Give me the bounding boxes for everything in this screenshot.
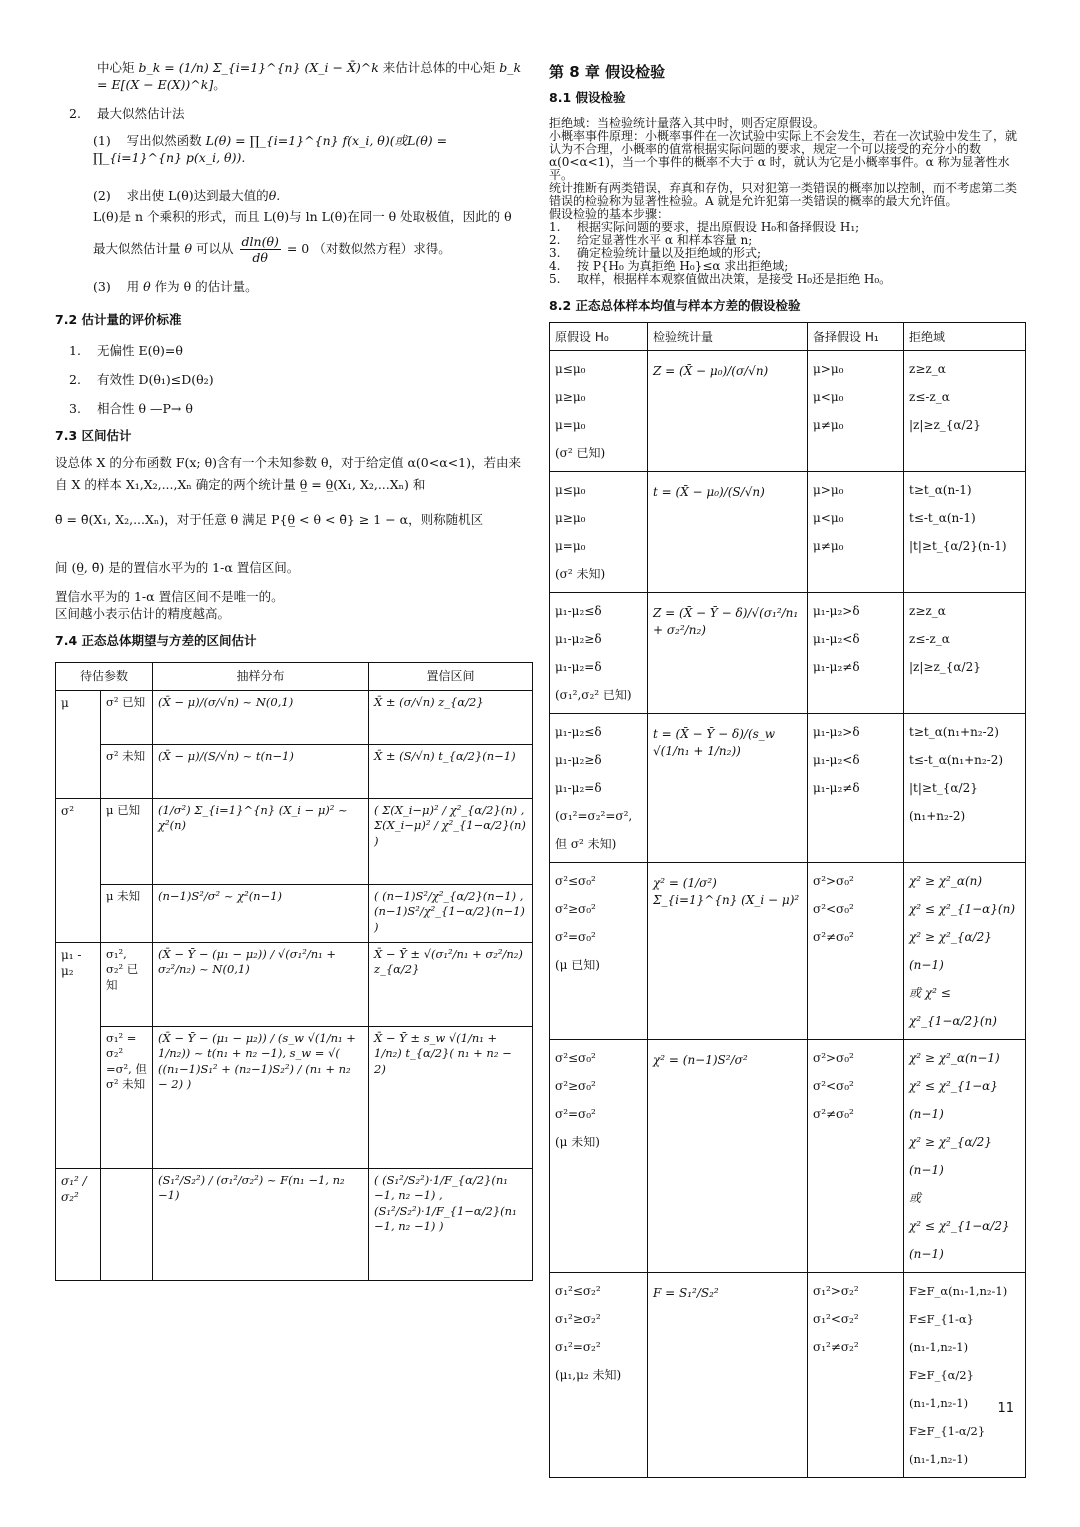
interval-cell: ( (S₁²/S₂²)·1/F_{α/2}(n₁ −1, n₂ −1) , (S₁²/S₂²)·1/F_{1−α/2}(n₁ −1, n₂ −1) ) (369, 1168, 533, 1280)
distribution-cell: (n−1)S²/σ² ~ χ²(n−1) (153, 884, 369, 942)
h1-line: σ²>σ₀² (813, 874, 854, 889)
chapter-8-title: 第 8 章 假设检验 (549, 63, 666, 81)
rejection-cell (904, 593, 1026, 714)
distribution-cell: (X̄ − μ)/(S/√n) ~ t(n−1) (153, 744, 369, 798)
mle-step2-note1: L(θ)是 n 个乘积的形式，而且 L(θ)与 ln L(θ)在同一 θ 处取极值，因此的 θ (93, 209, 512, 225)
mle-note2-eq: = 0 (286, 241, 310, 257)
step-text: 给定显著性水平 α 和样本容量 n; (577, 232, 753, 247)
intro-line: 统计推断有两类错误，弃真和存伪，只对犯第一类错误的概率加以控制，而不考虑第二类错误的检验称为显著性检验。A 就是允许犯第一类错误的概率的最大允许值。 (549, 180, 1018, 208)
h0-line: σ²=σ₀² (555, 930, 596, 945)
h0-cell (550, 863, 648, 1040)
criterion-text: 有效性 D(θ₁)≤D(θ₂) (97, 371, 214, 387)
step-text: 按 P{H₀ 为真拒绝 H₀}≤α 求出拒绝域; (577, 258, 789, 273)
rejection-line: χ² ≤ χ²_{1−α/2}(n−1) (909, 1219, 1010, 1262)
sample-central-moment-formula: b_k = (1/n) Σ_{i=1}^{n} (X_i − X̄)^k (138, 60, 379, 75)
theta-symbol: θ (268, 188, 277, 204)
interval-cell: ( (n−1)S²/χ²_{α/2}(n−1) , (n−1)S²/χ²_{1−α/2}(n−1) ) (369, 884, 533, 942)
h0-line: σ²≤σ₀² (555, 1051, 596, 1066)
h0-line: (μ₁,μ₂ 未知) (555, 1368, 622, 1383)
statistic-cell: F = S₁²/S₂² (648, 1273, 808, 1478)
rejection-line: |t|≥t_{α/2}(n₁+n₂-2) (909, 781, 978, 824)
rejection-cell (904, 714, 1026, 863)
left-column (55, 60, 532, 1281)
table-row (550, 714, 1026, 863)
h0-line: σ²≥σ₀² (555, 1079, 596, 1094)
h0-line: σ₁²=σ₂² (555, 1340, 601, 1355)
mle-step1-num: (1) (93, 132, 111, 148)
rejection-line: |z|≥z_{α/2} (909, 660, 981, 675)
interval-estimation-para3: 间 (θ̲, θ̄) 是的置信水平为的 1-α 置信区间。 (55, 560, 300, 576)
rejection-cell (904, 351, 1026, 472)
h1-line: μ<μ₀ (813, 511, 844, 526)
statistic-cell: t = (X̄ − Ȳ − δ)/(s_w √(1/n₁ + 1/n₂)) (648, 714, 808, 863)
step-num: 2. (549, 232, 561, 247)
header-param: 待估参数 (56, 662, 153, 690)
mle-step3-pre: 用 (126, 279, 140, 295)
likelihood-formula: L(θ) = ∏_{i=1}^{n} f(x_i, θ)(或L(θ) = ∏_{i=1}^{n} p(x_i, θ)). (93, 132, 448, 165)
h1-cell (808, 593, 904, 714)
table-row (56, 1168, 533, 1280)
statistic-cell: χ² = (n−1)S²/σ² (648, 1040, 808, 1273)
h1-line: σ²>σ₀² (813, 1051, 854, 1066)
log-likelihood-derivative (240, 234, 281, 265)
h0-line: μ₁-μ₂≤δ (555, 725, 602, 740)
mle-note2-pre: 最大似然估计量 (93, 241, 181, 257)
h0-line: (σ₁²=σ₂²=σ², (555, 809, 633, 824)
h1-line: μ₁-μ₂≠δ (813, 660, 860, 675)
section-8-1-title: 8.1 假设检验 (549, 90, 626, 106)
condition-cell (101, 1168, 153, 1280)
h0-line: μ₁-μ₂≥δ (555, 632, 602, 647)
h0-cell (550, 714, 648, 863)
param-cell: σ₁² / σ₂² (56, 1168, 101, 1280)
header-distribution: 抽样分布 (153, 662, 369, 690)
theta-symbol: θ (184, 241, 193, 257)
h0-line: μ₁-μ₂≤δ (555, 604, 602, 619)
h0-line: μ≤μ₀ (555, 362, 586, 377)
criteria-list (55, 343, 532, 418)
population-central-moment-formula: b_k = E[(X − E(X))^k] (97, 60, 522, 92)
rejection-line: χ² ≥ χ²_α(n−1) (909, 1051, 1000, 1066)
rejection-line: 或 χ² ≤ χ²_{1−α/2}(n) (909, 986, 997, 1029)
h0-line: σ₁²≤σ₂² (555, 1284, 601, 1299)
mle-step3 (55, 279, 532, 296)
intro-line: 假设检验的基本步骤： (549, 206, 670, 221)
table-header-row (550, 323, 1026, 351)
h0-line: σ₁²≥σ₂² (555, 1312, 601, 1327)
distribution-cell: (1/σ²) Σ_{i=1}^{n} (X_i − μ)² ~ χ²(n) (153, 798, 369, 884)
h0-line: (σ² 未知) (555, 567, 606, 582)
table-row (550, 351, 1026, 472)
table-row (550, 1273, 1026, 1478)
mle-step1-text: 写出似然函数 (126, 132, 202, 148)
step-num: 3. (549, 245, 561, 260)
table-row (550, 863, 1026, 1040)
step-text: 根据实际问题的要求，提出原假设 H₀和备择假设 H₁; (577, 219, 860, 234)
rejection-line: z≥z_α (909, 362, 946, 377)
header-statistic: 检验统计量 (648, 323, 808, 351)
h0-line: (μ 未知) (555, 1135, 600, 1150)
mle-step2-note2 (55, 234, 532, 265)
rejection-line: z≤-z_α (909, 632, 950, 647)
h0-cell (550, 351, 648, 472)
header-rejection: 拒绝域 (904, 323, 1026, 351)
mle-note2-mid: 可以从 (196, 241, 234, 257)
h1-line: μ<μ₀ (813, 390, 844, 405)
h1-line: σ²≠σ₀² (813, 930, 854, 945)
derivative-numerator: dln(θ) (241, 234, 279, 250)
h0-line: σ²≥σ₀² (555, 902, 596, 917)
h1-cell (808, 1273, 904, 1478)
table-row (56, 744, 533, 798)
h1-line: σ₁²>σ₂² (813, 1284, 859, 1299)
central-moment-pre: 中心矩 (97, 60, 135, 75)
rejection-line: F≥F_α(n₁-1,n₂-1) (909, 1284, 1008, 1299)
distribution-cell: (S₁²/S₂²) / (σ₁²/σ₂²) ~ F(n₁ −1, n₂ −1) (153, 1168, 369, 1280)
h0-line: σ²=σ₀² (555, 1107, 596, 1122)
rejection-line: χ² ≥ χ²_α(n) (909, 874, 983, 889)
condition-cell: μ 未知 (101, 884, 153, 942)
h0-line: μ≥μ₀ (555, 390, 586, 405)
distribution-cell: (X̄ − μ)/(σ/√n) ~ N(0,1) (153, 690, 369, 744)
table-row (56, 884, 533, 942)
table-row (56, 1026, 533, 1168)
h1-line: σ²<σ₀² (813, 1079, 854, 1094)
h0-line: μ=μ₀ (555, 539, 586, 554)
right-column (549, 60, 1025, 1478)
statistic-cell: Z = (X̄ − μ₀)/(σ/√n) (648, 351, 808, 472)
step-num: 5. (549, 271, 561, 286)
h1-cell (808, 1040, 904, 1273)
mle-step2-end: . (276, 188, 281, 204)
step-item (549, 273, 1025, 286)
rejection-cell (904, 472, 1026, 593)
h0-line: μ₁-μ₂=δ (555, 660, 602, 675)
mle-title-num: 2. (69, 105, 81, 121)
h0-line: (μ 已知) (555, 958, 600, 973)
intro-line: 拒绝域：当检验统计量落入其中时，则否定原假设。 (549, 116, 826, 131)
rejection-line: 或 (909, 1191, 922, 1206)
section-7-4-title: 7.4 正态总体期望与方差的区间估计 (55, 632, 257, 648)
h1-line: μ≠μ₀ (813, 418, 844, 433)
condition-cell: σ² 已知 (101, 690, 153, 744)
table-row (56, 690, 533, 744)
statistic-cell: χ² = (1/σ²) Σ_{i=1}^{n} (X_i − μ)² (648, 863, 808, 1040)
interval-cell: ( Σ(X_i−μ)² / χ²_{α/2}(n) , Σ(X_i−μ)² / χ²_{1−α/2}(n) ) (369, 798, 533, 884)
h0-line: μ≤μ₀ (555, 483, 586, 498)
interval-estimation-table (55, 662, 533, 1281)
param-cell: σ² (56, 798, 101, 942)
criterion-num: 2. (69, 371, 81, 387)
interval-estimation-para2: θ̄ = θ̄(X₁, X₂,...Xₙ)，对于任意 θ 满足 P{θ̲ < θ < θ̄} ≥ 1 − α，则称随机区 (55, 511, 484, 527)
h0-cell (550, 472, 648, 593)
h0-line: (σ₁²,σ₂² 已知) (555, 688, 632, 703)
h1-line: μ₁-μ₂<δ (813, 753, 860, 768)
h0-line: μ₁-μ₂≥δ (555, 753, 602, 768)
interval-cell: X̄ ± (S/√n) t_{α/2}(n−1) (369, 744, 533, 798)
rejection-line: χ² ≤ χ²_{1−α}(n) (909, 902, 1016, 917)
interval-cell: X̄ − Ȳ ± s_w √(1/n₁ + 1/n₂) t_{α/2}( n₁ + n₂ − 2) (369, 1026, 533, 1168)
header-interval: 置信区间 (369, 662, 533, 690)
step-num: 4. (549, 258, 561, 273)
rejection-line: F≤F_{1-α}(n₁-1,n₂-1) (909, 1312, 974, 1355)
h1-line: σ²≠σ₀² (813, 1107, 854, 1122)
rejection-line: z≤-z_α (909, 390, 950, 405)
h0-cell (550, 593, 648, 714)
mle-title (55, 106, 532, 123)
mle-step2-num: (2) (93, 188, 111, 204)
central-moment-post: 。 (213, 76, 226, 92)
h1-line: μ>μ₀ (813, 483, 844, 498)
mle-step2-text: 求出使 L(θ)达到最大值的 (126, 188, 269, 204)
page-number: 11 (997, 1401, 1014, 1416)
rejection-line: |z|≥z_{α/2} (909, 418, 981, 433)
h0-line: σ²≤σ₀² (555, 874, 596, 889)
h1-line: μ>μ₀ (813, 362, 844, 377)
distribution-cell: (X̄ − Ȳ − (μ₁ − μ₂)) / (s_w √(1/n₁ + 1/n₂)) ~ t(n₁ + n₂ −1), s_w = √( ((n₁−1)S₁² + (n₂−1)S₂²) / (n₁ + n₂ − 2) ) (153, 1026, 369, 1168)
condition-cell: σ² 未知 (101, 744, 153, 798)
table-row (56, 942, 533, 1026)
central-moment-mid: 来估计总体的中心矩 (382, 60, 496, 75)
table-row (550, 1040, 1026, 1273)
section-7-2-title: 7.2 估计量的评价标准 (55, 312, 182, 327)
h0-line: μ≥μ₀ (555, 511, 586, 526)
h1-line: μ₁-μ₂<δ (813, 632, 860, 647)
rejection-line: t≥t_α(n-1) (909, 483, 972, 498)
hypothesis-test-table (549, 322, 1026, 1478)
step-text: 取样，根据样本观察值做出决策，是接受 H₀还是拒绝 H₀。 (577, 271, 892, 286)
statistic-cell: t = (X̄ − μ₀)/(S/√n) (648, 472, 808, 593)
h1-line: σ₁²≠σ₂² (813, 1340, 859, 1355)
rejection-line: F≥F_{1-α/2}(n₁-1,n₂-1) (909, 1424, 986, 1467)
h0-line: μ₁-μ₂=δ (555, 781, 602, 796)
rejection-line: χ² ≤ χ²_{1−α}(n−1) (909, 1079, 998, 1122)
rejection-cell (904, 1040, 1026, 1273)
mle-step2 (55, 188, 532, 205)
rejection-cell (904, 1273, 1026, 1478)
h0-cell (550, 1273, 648, 1478)
distribution-cell: (X̄ − Ȳ − (μ₁ − μ₂)) / √(σ₁²/n₁ + σ₂²/n₂) ~ N(0,1) (153, 942, 369, 1026)
hypothesis-intro (549, 117, 1025, 285)
section-8-2-title: 8.2 正态总体样本均值与样本方差的假设检验 (549, 297, 801, 313)
criterion-text: 无偏性 E(θ)=θ (97, 342, 183, 358)
criterion-num: 1. (69, 342, 81, 358)
h1-line: σ₁²<σ₂² (813, 1312, 859, 1327)
intro-line: 小概率事件原理：小概率事件在一次试验中实际上不会发生，若在一次试验中发生了，就认为不合理，小概率的值常根据实际问题的要求，规定一个可以接受的充分小的数 α(0<α<1)，当一个事件的概率不大于 α 时，就认为它是小概率事件。α 称为显著性水平。 (549, 129, 1018, 182)
interval-estimation-para5: 区间越小表示估计的精度越高。 (55, 605, 231, 621)
interval-estimation-para4: 置信水平为的 1-α 置信区间不是唯一的。 (55, 589, 284, 604)
interval-estimation-para1: 设总体 X 的分布函数 F(x; θ)含有一个未知参数 θ，对于给定值 α(0<α<1)，若由来自 X 的样本 X₁,X₂,...,Xₙ 确定的两个统计量 θ̲ = θ̲(X₁, X₂,...Xₙ) 和 (55, 455, 521, 492)
criterion-text: 相合性 θ —P→ θ (97, 400, 193, 416)
rejection-line: z≥z_α (909, 604, 946, 619)
rejection-cell (904, 863, 1026, 1040)
h1-line: μ≠μ₀ (813, 539, 844, 554)
header-h1: 备择假设 H₁ (808, 323, 904, 351)
central-moment-line (55, 60, 532, 94)
param-cell: μ₁ - μ₂ (56, 942, 101, 1168)
rejection-line: t≤-t_α(n₁+n₂-2) (909, 753, 1004, 768)
interval-cell: X̄ − Ȳ ± √(σ₁²/n₁ + σ₂²/n₂) z_{α/2} (369, 942, 533, 1026)
h1-line: μ₁-μ₂>δ (813, 725, 860, 740)
mle-step3-num: (3) (93, 279, 111, 295)
statistic-cell: Z = (X̄ − Ȳ − δ)/√(σ₁²/n₁ + σ₂²/n₂) (648, 593, 808, 714)
h1-cell (808, 863, 904, 1040)
condition-cell: μ 已知 (101, 798, 153, 884)
condition-cell: σ₁², σ₂² 已知 (101, 942, 153, 1026)
rejection-line: |t|≥t_{α/2}(n-1) (909, 539, 1007, 554)
step-text: 确定检验统计量以及拒绝域的形式; (577, 245, 762, 260)
table-row (56, 798, 533, 884)
rejection-line: χ² ≥ χ²_{α/2}(n−1) (909, 1135, 992, 1178)
section-7-3-title: 7.3 区间估计 (55, 427, 132, 443)
h0-line: 但 σ² 未知) (555, 837, 617, 852)
mle-step1 (55, 133, 532, 167)
h1-cell (808, 714, 904, 863)
h0-line: (σ² 已知) (555, 446, 606, 461)
header-h0: 原假设 H₀ (550, 323, 648, 351)
table-header-row (56, 662, 533, 690)
condition-cell: σ₁² = σ₂² =σ², 但 σ² 未知 (101, 1026, 153, 1168)
rejection-line: χ² ≥ χ²_{α/2}(n−1) (909, 930, 992, 973)
rejection-line: t≥t_α(n₁+n₂-2) (909, 725, 999, 740)
criterion-num: 3. (69, 400, 81, 416)
mle-title-text: 最大似然估计法 (97, 105, 185, 121)
h0-line: μ=μ₀ (555, 418, 586, 433)
step-num: 1. (549, 219, 561, 234)
theta-symbol: θ (143, 279, 151, 295)
mle-note2-post: （对数似然方程）求得。 (313, 241, 451, 257)
rejection-line: F≥F_{α/2}(n₁-1,n₂-1) (909, 1368, 974, 1411)
criterion-consistency (69, 401, 532, 418)
criterion-efficiency (69, 372, 532, 389)
h1-line: σ²<σ₀² (813, 902, 854, 917)
h0-cell (550, 1040, 648, 1273)
h1-cell (808, 351, 904, 472)
rejection-line: t≤-t_α(n-1) (909, 511, 976, 526)
h1-line: μ₁-μ₂>δ (813, 604, 860, 619)
interval-cell: X̄ ± (σ/√n) z_{α/2} (369, 690, 533, 744)
derivative-denominator: dθ (252, 250, 268, 266)
table-row (550, 593, 1026, 714)
param-cell: μ (56, 690, 101, 798)
criterion-unbiased (69, 343, 532, 360)
h1-line: μ₁-μ₂≠δ (813, 781, 860, 796)
h1-cell (808, 472, 904, 593)
table-row (550, 472, 1026, 593)
mle-step3-post: 作为 θ 的估计量。 (154, 279, 258, 295)
